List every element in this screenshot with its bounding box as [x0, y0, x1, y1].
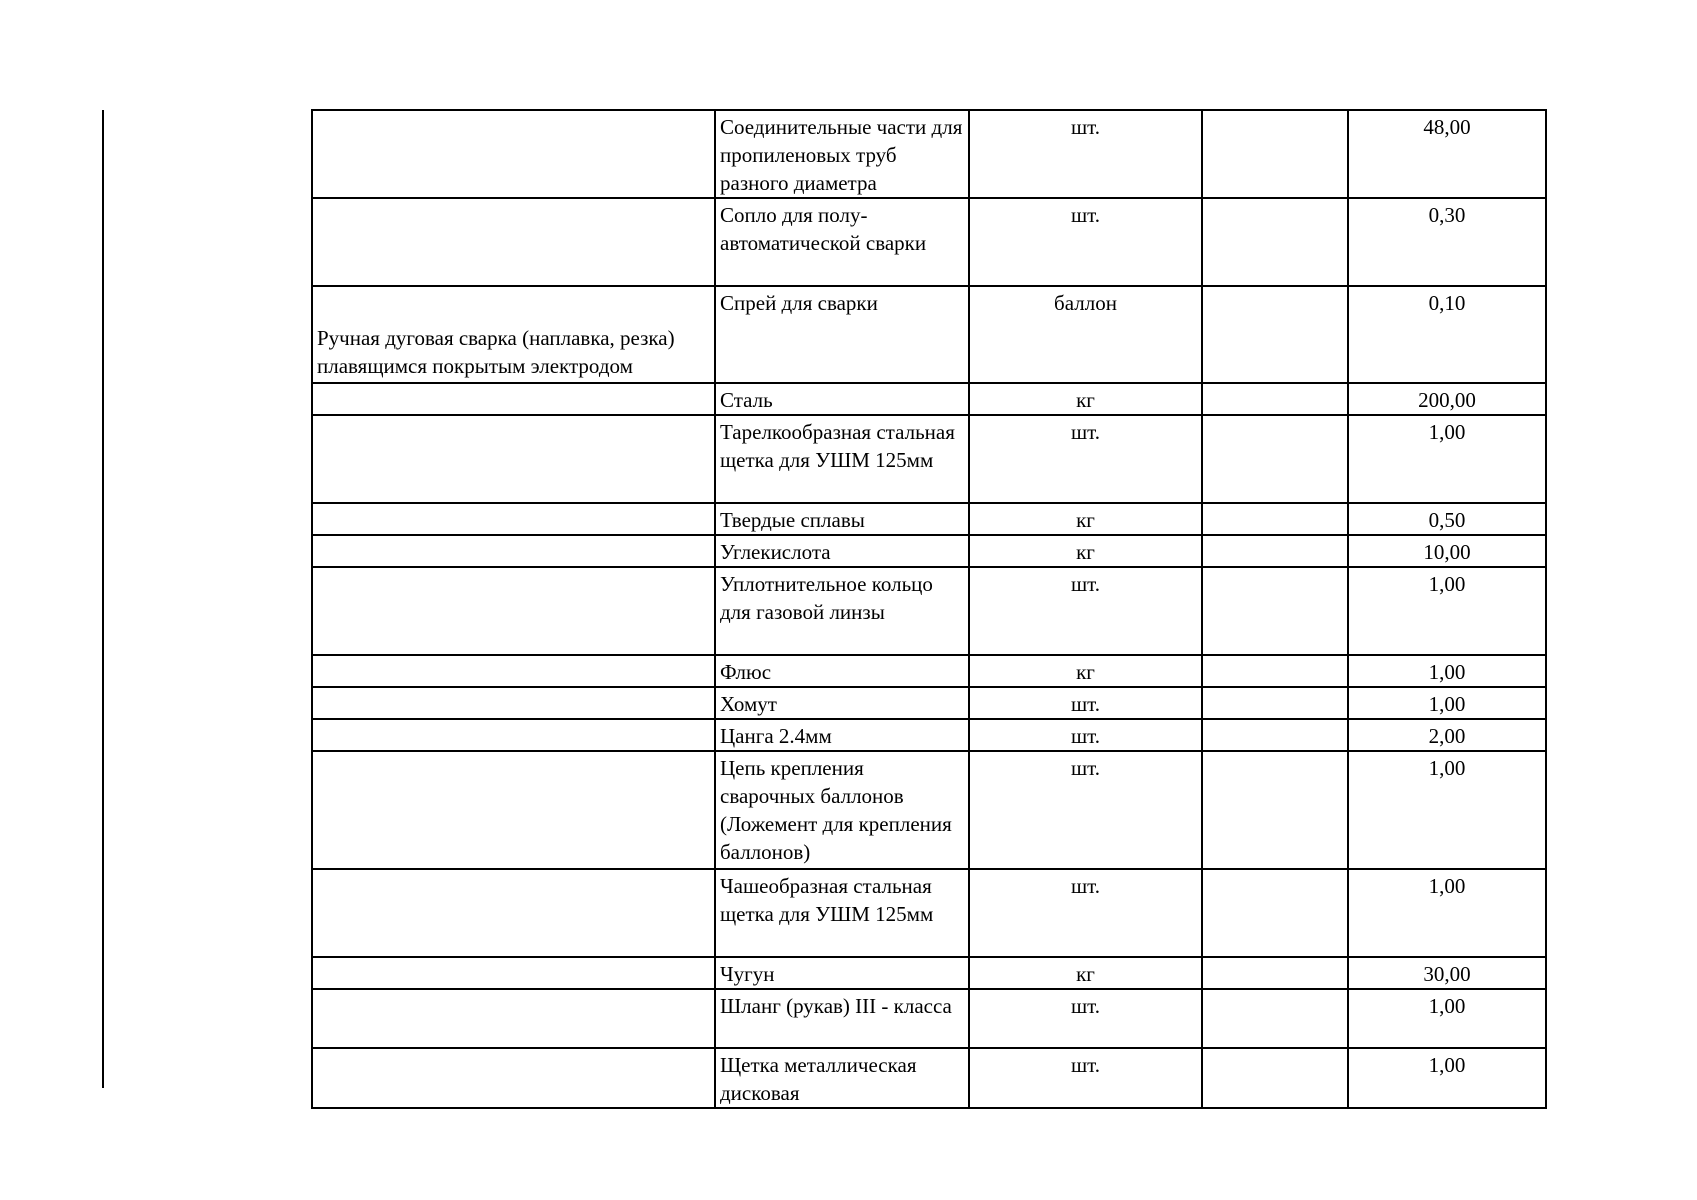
work-type-cell	[312, 751, 715, 869]
work-type-cell	[312, 567, 715, 655]
quantity-cell: 30,00	[1348, 957, 1546, 989]
unit-cell: кг	[969, 383, 1202, 415]
table-row	[312, 503, 1546, 535]
empty-cell	[1202, 503, 1348, 535]
table-row	[312, 869, 1546, 957]
empty-cell	[1202, 110, 1348, 198]
material-name-cell: Спрей для сварки	[715, 286, 969, 383]
table-row	[312, 751, 1546, 869]
quantity-cell: 1,00	[1348, 751, 1546, 869]
unit-cell: кг	[969, 655, 1202, 687]
work-type-cell	[312, 415, 715, 503]
quantity-cell: 1,00	[1348, 567, 1546, 655]
table-row	[312, 535, 1546, 567]
table-row	[312, 719, 1546, 751]
material-name-cell: Соединительные части для пропиленовых труб разного диаметра	[715, 110, 969, 198]
quantity-cell: 0,30	[1348, 198, 1546, 286]
work-type-cell	[312, 957, 715, 989]
work-type-cell	[312, 110, 715, 198]
table-row	[312, 567, 1546, 655]
unit-cell: шт.	[969, 719, 1202, 751]
quantity-cell: 1,00	[1348, 1048, 1546, 1108]
table-row	[312, 198, 1546, 286]
table-row	[312, 1048, 1546, 1108]
quantity-cell: 200,00	[1348, 383, 1546, 415]
empty-cell	[1202, 751, 1348, 869]
unit-cell: шт.	[969, 989, 1202, 1048]
quantity-cell: 1,00	[1348, 655, 1546, 687]
quantity-cell: 48,00	[1348, 110, 1546, 198]
work-type-cell	[312, 198, 715, 286]
unit-cell: баллон	[969, 286, 1202, 383]
unit-cell: шт.	[969, 415, 1202, 503]
material-name-cell: Щетка металлическая дисковая	[715, 1048, 969, 1108]
unit-cell: шт.	[969, 198, 1202, 286]
work-type-cell	[312, 655, 715, 687]
table-row	[312, 655, 1546, 687]
materials-table	[311, 109, 1547, 1109]
material-name-cell: Чугун	[715, 957, 969, 989]
material-name-cell: Твердые сплавы	[715, 503, 969, 535]
material-name-cell: Углекислота	[715, 535, 969, 567]
empty-cell	[1202, 655, 1348, 687]
empty-cell	[1202, 415, 1348, 503]
unit-cell: шт.	[969, 751, 1202, 869]
material-name-cell: Тарелкообразная стальная щетка для УШМ 125мм	[715, 415, 969, 503]
table-row	[312, 687, 1546, 719]
page-margin-line	[102, 110, 104, 1088]
quantity-cell: 1,00	[1348, 687, 1546, 719]
quantity-cell: 1,00	[1348, 989, 1546, 1048]
work-type-cell	[312, 989, 715, 1048]
material-name-cell: Чашеобразная стальная щетка для УШМ 125мм	[715, 869, 969, 957]
empty-cell	[1202, 567, 1348, 655]
unit-cell: шт.	[969, 869, 1202, 957]
unit-cell: шт.	[969, 687, 1202, 719]
material-name-cell: Цанга 2.4мм	[715, 719, 969, 751]
table-row	[312, 383, 1546, 415]
material-name-cell: Шланг (рукав) III - класса	[715, 989, 969, 1048]
material-name-cell: Сопло для полу-автоматической сварки	[715, 198, 969, 286]
empty-cell	[1202, 535, 1348, 567]
quantity-cell: 0,50	[1348, 503, 1546, 535]
quantity-cell: 0,10	[1348, 286, 1546, 383]
quantity-cell: 10,00	[1348, 535, 1546, 567]
unit-cell: кг	[969, 535, 1202, 567]
work-type-cell	[312, 869, 715, 957]
unit-cell: шт.	[969, 1048, 1202, 1108]
table-row	[312, 110, 1546, 198]
table-row	[312, 286, 1546, 383]
unit-cell: кг	[969, 957, 1202, 989]
empty-cell	[1202, 957, 1348, 989]
work-type-cell	[312, 719, 715, 751]
table-row	[312, 415, 1546, 503]
empty-cell	[1202, 719, 1348, 751]
empty-cell	[1202, 286, 1348, 383]
work-type-cell	[312, 383, 715, 415]
material-name-cell: Флюс	[715, 655, 969, 687]
empty-cell	[1202, 687, 1348, 719]
material-name-cell: Хомут	[715, 687, 969, 719]
quantity-cell: 1,00	[1348, 415, 1546, 503]
work-type-cell	[312, 535, 715, 567]
unit-cell: кг	[969, 503, 1202, 535]
table-row	[312, 989, 1546, 1048]
empty-cell	[1202, 198, 1348, 286]
material-name-cell: Сталь	[715, 383, 969, 415]
unit-cell: шт.	[969, 567, 1202, 655]
material-name-cell: Уплотнительное кольцо для газовой линзы	[715, 567, 969, 655]
empty-cell	[1202, 1048, 1348, 1108]
empty-cell	[1202, 383, 1348, 415]
quantity-cell: 2,00	[1348, 719, 1546, 751]
material-name-cell: Цепь крепления сварочных баллонов (Ложемент для крепления баллонов)	[715, 751, 969, 869]
table-row	[312, 957, 1546, 989]
quantity-cell: 1,00	[1348, 869, 1546, 957]
work-type-cell	[312, 687, 715, 719]
empty-cell	[1202, 869, 1348, 957]
work-type-cell	[312, 1048, 715, 1108]
work-type-label: Ручная дуговая сварка (наплавка, резка) плавящимся покрытым электродом	[312, 286, 715, 383]
unit-cell: шт.	[969, 110, 1202, 198]
empty-cell	[1202, 989, 1348, 1048]
work-type-cell	[312, 503, 715, 535]
